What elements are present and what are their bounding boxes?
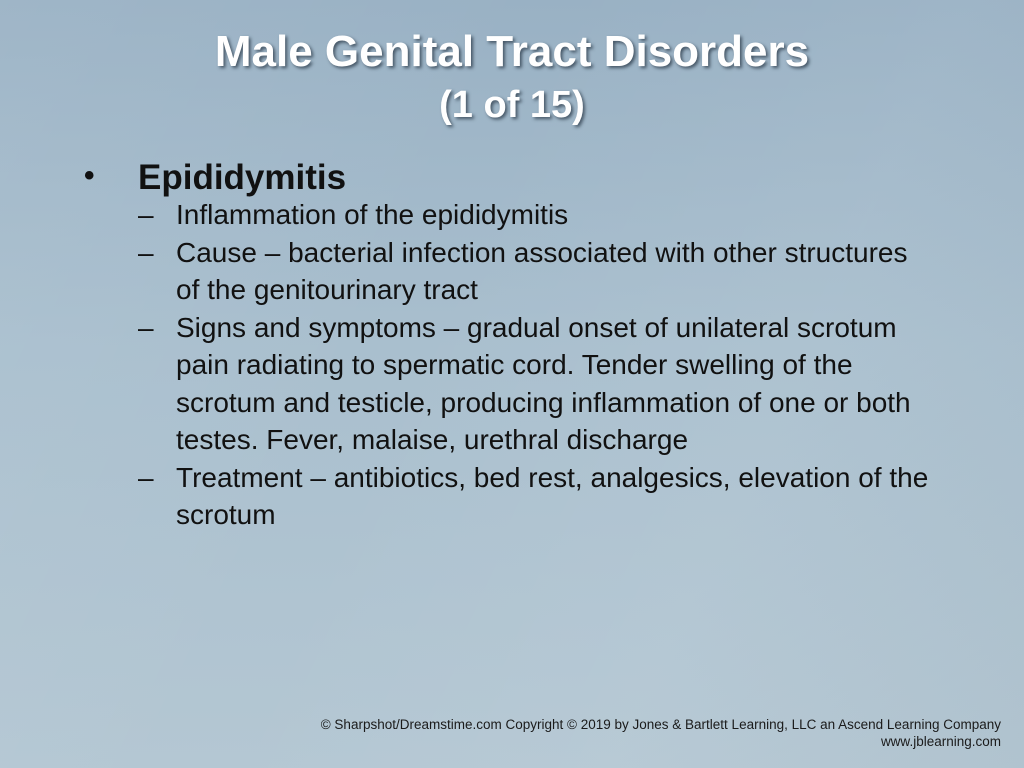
sub-bullet-text: Cause – bacterial infection associated with other structures of the genitourinary tract [176, 236, 908, 305]
website-link[interactable]: www.jblearning.com [880, 734, 1001, 749]
copyright-text: © Sharpshot/Dreamstime.com Copyright © 2019 by Jones & Bartlett Learning, LLC an Ascend Learning Company [320, 717, 1001, 732]
sub-bullet-item [138, 459, 944, 534]
slide-title: Male Genital Tract Disorders [214, 27, 810, 76]
sub-bullet-text: Treatment – antibiotics, bed rest, analgesics, elevation of the scrotum [176, 461, 929, 530]
sub-bullet-item [138, 234, 944, 309]
copyright-footer [321, 716, 1001, 750]
slide-content [84, 156, 944, 534]
sub-bullet-list [138, 196, 944, 534]
dash-marker: – [138, 461, 154, 493]
slide-subtitle: (1 of 15) [439, 84, 585, 126]
dash-marker: – [138, 311, 154, 343]
sub-bullet-text: Signs and symptoms – gradual onset of unilateral scrotum pain radiating to spermatic cord. Tender swelling of the scrotum and testicle, producing inflammation of one or both testes. Fever, malaise, urethral discharge [176, 311, 911, 455]
bullet-heading: Epididymitis [138, 158, 347, 197]
dash-marker: – [138, 236, 154, 268]
sub-bullet-item [138, 196, 944, 234]
dash-marker: – [138, 199, 154, 230]
bullet-marker: • [84, 159, 95, 192]
sub-bullet-text: Inflammation of the epididymitis [176, 199, 569, 230]
sub-bullet-item [138, 309, 944, 459]
bullet-item [84, 156, 944, 200]
